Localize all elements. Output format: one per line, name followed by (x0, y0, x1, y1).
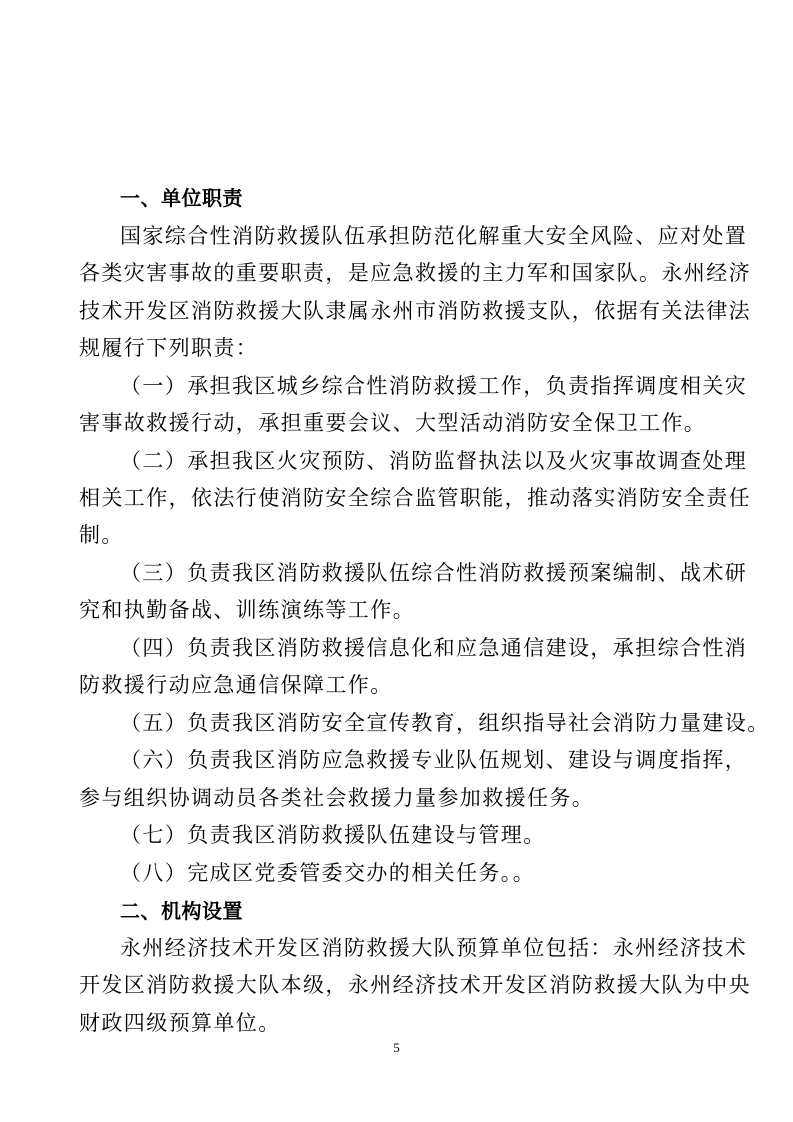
duty-item-7: （七）负责我区消防救援队伍建设与管理。 (120, 823, 546, 847)
duty-item-2-line-1: （二）承担我区火灾预防、消防监督执法以及火灾事故调查处理 (120, 449, 748, 473)
section-heading-duties: 一、单位职责 (120, 186, 243, 210)
duty-item-5: （五）负责我区消防安全宣传教育，组织指导社会消防力量建设。 (120, 711, 770, 735)
paragraph-line: 永州经济技术开发区消防救援大队预算单位包括：永州经济技术 (120, 936, 748, 960)
duty-item-2-line-2: 相关工作，依法行使消防安全综合监管职能，推动落实消防安全责任 (79, 486, 751, 510)
duty-item-1-line-2: 害事故救援行动，承担重要会议、大型活动消防安全保卫工作。 (79, 411, 707, 435)
paragraph-line: 开发区消防救援大队本级，永州经济技术开发区消防救援大队为中央 (79, 973, 751, 997)
paragraph-line: 技术开发区消防救援大队隶属永州市消防救援支队，依据有关法律法 (79, 299, 751, 323)
duty-item-6-line-1: （六）负责我区消防应急救援专业队伍规划、建设与调度指挥， (120, 748, 748, 772)
duty-item-3-line-2: 究和执勤备战、训练演练等工作。 (79, 598, 415, 622)
paragraph-line: 规履行下列职责： (79, 336, 259, 360)
paragraph-line: 财政四级预算单位。 (79, 1011, 281, 1035)
duty-item-3-line-1: （三）负责我区消防救援队伍综合性消防救援预案编制、战术研 (120, 561, 748, 585)
duty-item-8: （八）完成区党委管委交办的相关任务。。 (120, 861, 536, 885)
duty-item-4-line-2: 防救援行动应急通信保障工作。 (79, 673, 393, 697)
duty-item-1-line-1: （一）承担我区城乡综合性消防救援工作，负责指挥调度相关灾 (120, 374, 748, 398)
section-heading-organization: 二、机构设置 (120, 899, 243, 923)
duty-item-2-line-3: 制。 (79, 523, 124, 547)
paragraph-line: 各类灾害事故的重要职责，是应急救援的主力军和国家队。永州经济 (79, 261, 751, 285)
page-number: 5 (393, 1040, 400, 1055)
paragraph-line: 国家综合性消防救援队伍承担防范化解重大安全风险、应对处置 (120, 224, 748, 248)
duty-item-4-line-1: （四）负责我区消防救援信息化和应急通信建设，承担综合性消 (120, 636, 748, 660)
duty-item-6-line-2: 参与组织协调动员各类社会救援力量参加救援任务。 (79, 786, 595, 810)
